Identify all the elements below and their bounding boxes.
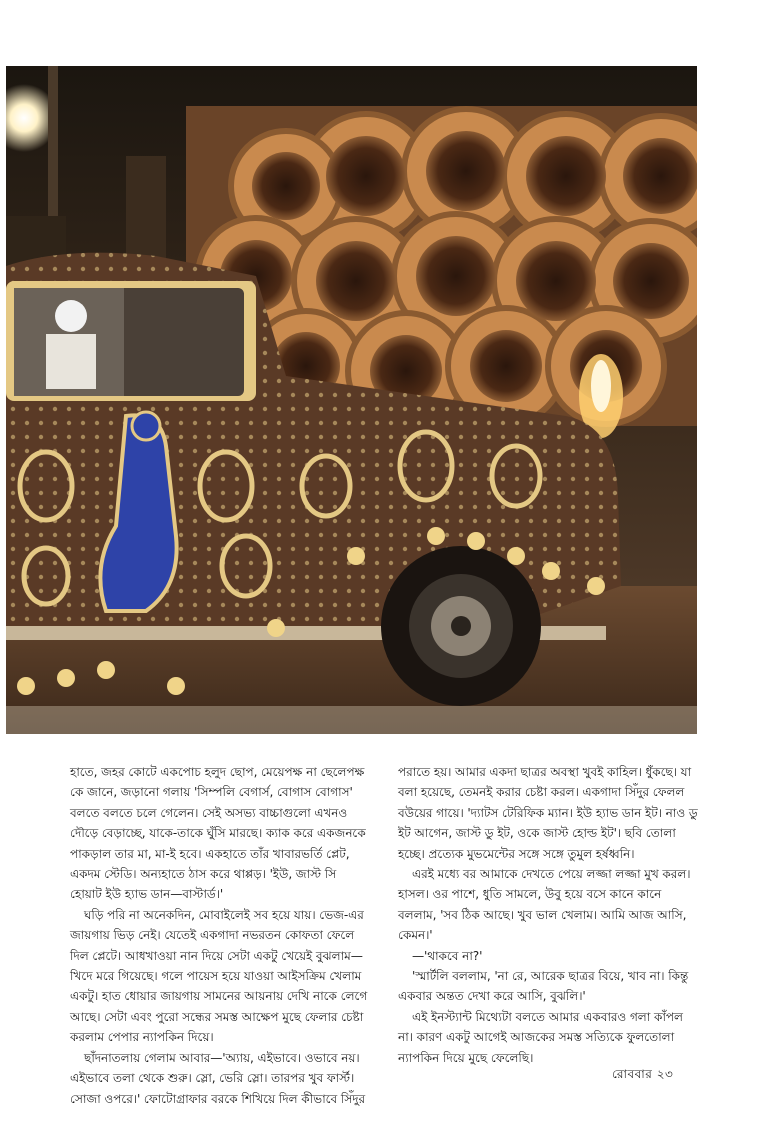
paragraph: —'থাকবে না?': [412, 948, 483, 963]
hero-photo: [6, 66, 697, 734]
paragraph: এরই মধ্যে বর আমাকে দেখতে পেয়ে লজ্জা লজ্জা মুখ করল। হাসল। ওর পাশে, ধুতি সামলে, উবু হয়ে বসে কানে কানে বললাম, 'সব ঠিক আছে। খুব ভাল খেলাম। আমি আজ আসি, কেমন।': [398, 867, 691, 943]
article-column-left: [70, 762, 370, 1109]
taxi-wheel: [381, 546, 541, 706]
paragraph: ছাঁদনাতলায় গেলাম আবার—'অ্যায়, এইভাবে। ওভাবে নয়। এইভাবে তলা থেকে শুরু। স্লো, ভেরি স্লো। তারপর খুব ফার্স্ট। সোজা ওপরে।' ফোটোগ্রাফার বরকে শিখিয়ে দিল কীভাবে সিঁদুর: [70, 1050, 366, 1106]
magazine-name: রোববার: [612, 1067, 653, 1081]
paragraph: ঘড়ি পরি না অনেকদিন, মোবাইলেই সব হয়ে যায়। ভেজ-এর জায়গায় ভিড় নেই। যেতেই একগাদা নভরতন কোফতা ফেলে দিল প্লেটে। আধখাওয়া নান দিয়ে সেটা একটু খেয়েই বুঝলাম—খিদে মরে গিয়েছে। গলে পায়েস হয়ে যাওয়া আইসক্রিম খেলাম একটু। হাত ধোয়ার জায়গায় সামনের আয়নায় দেখি নাকে লেগে আছে। সেটা এবং পুরো সন্ধের সমস্ত আক্ষেপ মুছে ফেলার চেষ্টা করলাম পেপার ন্যাপকিন দিয়ে।: [70, 907, 368, 1045]
paragraph: হাতে, জহর কোটে একপোচ হলুদ ছোপ, মেয়েপক্ষ না ছেলেপক্ষ কে জানে, জড়ানো গলায় 'সিম্পলি বেগার্স, বোগাস বোগাস' বলতে বলতে চলে গেলেন। সেই অসভ্য বাচ্চাগুলো এখনও দৌড়ে বেড়াচ্ছে, যাকে-তাকে ঘুঁসি মারছে। ক্যাক করে একজনকে পাকড়াল তার মা, মা-ই হবে। একহাতে তাঁর খাবারভর্তি প্লেট, একদম স্টেডি। অন্যহাতে ঠাস করে থাপ্পড়। 'ইউ, জাস্ট সি হোয়াট ইউ হ্যাভ ডান—বাস্টার্ড।': [70, 765, 366, 902]
paragraph: এই ইনস্ট্যান্ট মিথ্যেটা বলতে আমার একবারও গলা কাঁপল না। কারণ একটু আগেই আজকের সমস্ত সত্যিকে ফুলতোলা ন্যাপকিন দিয়ে মুছে ফেলেছি।: [398, 1009, 683, 1065]
paragraph: 'স্মার্টলি বললাম, 'না রে, আরেক ছাত্রর বিয়ে, খাব না। কিন্তু একবার অন্তত দেখা করে আসি, বুঝলি।': [398, 969, 689, 1004]
page-footer: [612, 1066, 673, 1086]
paragraph: পরাতে হয়। আমার একদা ছাত্রর অবস্থা খুবই কাহিল। ধুঁকছে। যা বলা হয়েছে, তেমনই করার চেষ্টা করল। একগাদা সিঁদুর ফেলল বউয়ের গায়ে। 'দ্যাটস টেরিফিক ম্যান। ইউ হ্যাভ ডান ইট। নাও ডু ইট আগেন, জাস্ট ডু ইট, ওকে জাস্ট হোল্ড ইট'। ছবি তোলা হচ্ছে। প্রত্যেক মুভমেন্টের সঙ্গে সঙ্গে তুমুল হর্ষধ্বনি।: [398, 765, 698, 861]
decorated-taxi-photo: [6, 66, 697, 734]
page-number: ২৩: [656, 1067, 674, 1081]
article-column-right: [398, 762, 700, 1068]
